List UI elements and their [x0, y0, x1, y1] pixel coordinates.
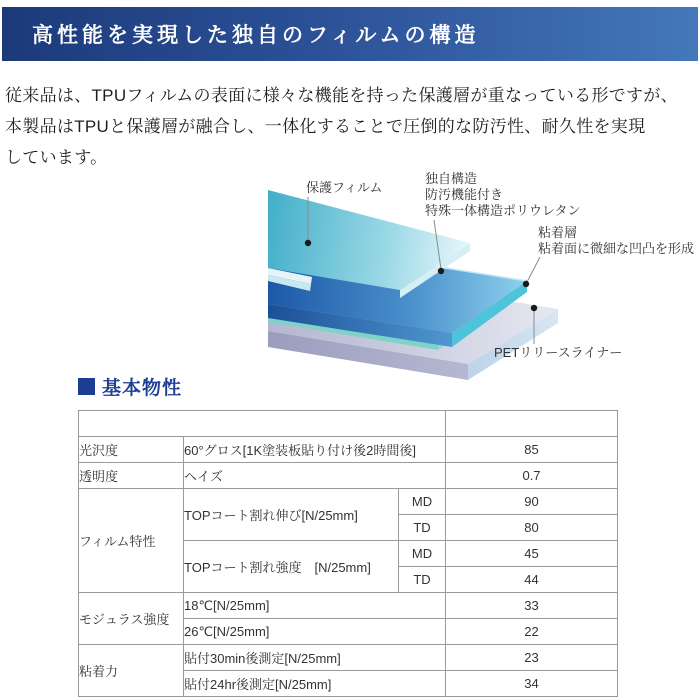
- pet-liner-label: PETリリースライナー: [494, 345, 623, 360]
- table-header-row: [79, 411, 618, 437]
- table-row: [79, 437, 618, 463]
- table-row: [79, 489, 618, 515]
- direction-cell: MD: [399, 489, 446, 515]
- unique-structure-label-3: 特殊一体構造ポリウレタン: [425, 203, 581, 218]
- category-cell: モジュラス強度: [79, 593, 184, 645]
- value-cell: 23: [446, 645, 618, 671]
- category-cell: 粘着力: [79, 645, 184, 697]
- test-cell: 60°グロス[1K塗装板貼り付け後2時間後]: [184, 437, 446, 463]
- value-cell: 90: [446, 489, 618, 515]
- value-cell: 33: [446, 593, 618, 619]
- value-cell: 44: [446, 567, 618, 593]
- adhesive-label-1: 粘着層: [538, 225, 578, 240]
- table-header-empty-cell: [79, 411, 446, 437]
- category-cell: 光沢度: [79, 437, 184, 463]
- adhesive-leader-line: [527, 257, 540, 282]
- value-cell: 45: [446, 541, 618, 567]
- adhesive-dot: [523, 281, 529, 287]
- intro-line-1: 従来品は、TPUフィルムの表面に様々な機能を持った保護層が重なっている形ですが、: [5, 86, 678, 105]
- pet-liner-dot: [531, 305, 537, 311]
- value-cell: 22: [446, 619, 618, 645]
- direction-cell: TD: [399, 515, 446, 541]
- adhesive-label-2: 粘着面に微細な凹凸を形成: [538, 241, 695, 256]
- direction-cell: TD: [399, 567, 446, 593]
- category-cell: 透明度: [79, 463, 184, 489]
- basic-properties-table: [78, 410, 618, 697]
- section-title: 基本物性: [102, 378, 183, 399]
- page-title: 高性能を実現した独自のフィルムの構造: [32, 23, 480, 47]
- table-row: [79, 463, 618, 489]
- table-row: [79, 645, 618, 671]
- unique-structure-label-1: 独自構造: [425, 171, 478, 186]
- test-cell: ヘイズ: [184, 463, 446, 489]
- test-cell: 貼付30min後測定[N/25mm]: [184, 645, 446, 671]
- table-row: [79, 593, 618, 619]
- protective-film-dot: [305, 240, 311, 246]
- test-cell: TOPコート割れ強度 [N/25mm]: [184, 541, 399, 593]
- product-column-header: ECHELON Headlight PPF: [446, 411, 618, 437]
- test-cell: 26℃[N/25mm]: [184, 619, 446, 645]
- intro-line-3: しています。: [5, 148, 108, 167]
- intro-line-2: 本製品はTPUと保護層が融合し、一体化することで圧倒的な防汚性、耐久性を実現: [5, 117, 646, 136]
- test-cell: TOPコート割れ伸び[N/25mm]: [184, 489, 399, 541]
- value-cell: 80: [446, 515, 618, 541]
- test-cell: 18℃[N/25mm]: [184, 593, 446, 619]
- category-cell: フィルム特性: [79, 489, 184, 593]
- value-cell: 34: [446, 671, 618, 697]
- value-cell: 0.7: [446, 463, 618, 489]
- test-cell: 貼付24hr後測定[N/25mm]: [184, 671, 446, 697]
- value-cell: 85: [446, 437, 618, 463]
- direction-cell: MD: [399, 541, 446, 567]
- unique-structure-label-2: 防汚機能付き: [425, 187, 504, 202]
- unique-structure-dot: [438, 268, 444, 274]
- section-bullet-icon: [78, 378, 95, 395]
- protective-film-label: 保護フィルム: [306, 180, 383, 195]
- basic-properties-section-header: [78, 373, 182, 400]
